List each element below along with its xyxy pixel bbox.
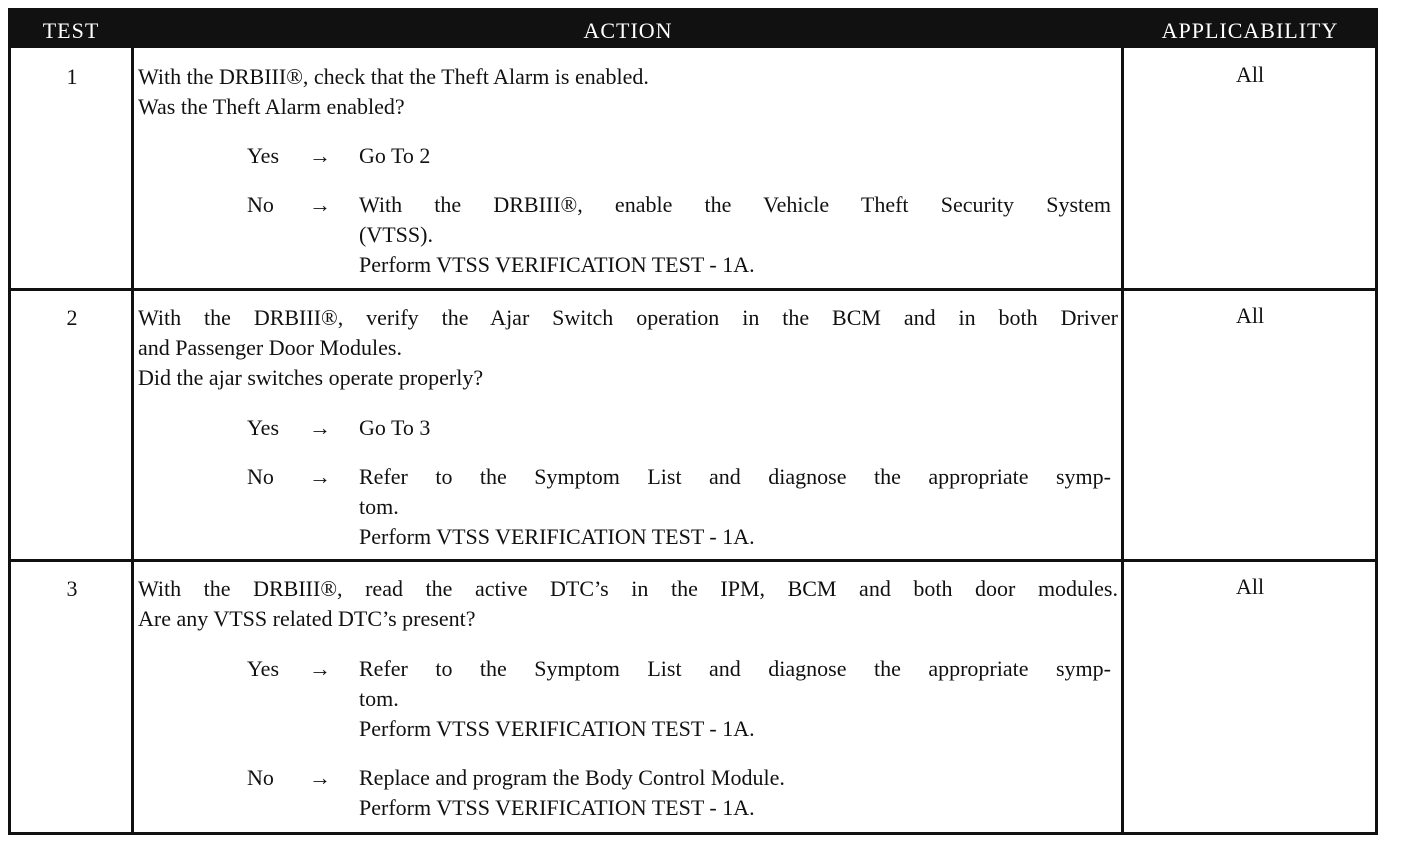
table-row [11,562,1375,832]
no-label: No [247,464,274,489]
applicability-value: All [1235,574,1265,599]
applicability-value: All [1235,303,1265,328]
arrow-icon: → [309,143,331,168]
yes-result [359,654,1111,744]
test-number: 3 [66,576,78,601]
yes-result [359,141,1111,171]
no-result [359,190,1111,280]
question-line: and Passenger Door Modules. [138,335,402,360]
applicability-value: All [1235,62,1265,87]
result-line: (VTSS). [359,222,433,247]
result-line: Replace and program the Body Control Module. [359,765,785,790]
arrow-icon: → [309,192,331,217]
no-result [359,462,1111,552]
result-line: With the DRBIII®, enable the Vehicle Theft Security System [359,192,1111,217]
result-line: Perform VTSS VERIFICATION TEST - 1A. [359,252,755,277]
header-test: TEST [42,18,100,43]
no-label: No [247,765,274,790]
test-number: 2 [66,305,78,330]
arrow-icon: → [309,765,331,790]
arrow-icon: → [309,464,331,489]
table-row [11,48,1375,288]
table-header [11,11,1375,48]
diagnostic-test-table [8,8,1378,835]
result-line: Perform VTSS VERIFICATION TEST - 1A. [359,716,755,741]
question-line: With the DRBIII®, check that the Theft Alarm is enabled. [138,64,649,89]
question-line: With the DRBIII®, verify the Ajar Switch operation in the BCM and in both Driver [138,305,1118,330]
question-line: Was the Theft Alarm enabled? [138,94,405,119]
result-line: Go To 3 [359,415,431,440]
result-line: Perform VTSS VERIFICATION TEST - 1A. [359,795,755,820]
header-applicability: APPLICABILITY [1161,18,1339,43]
yes-result [359,413,1111,443]
header-action: ACTION [583,18,673,43]
action-question [138,303,1118,393]
result-line: tom. [359,494,399,519]
result-line: Refer to the Symptom List and diagnose the appropriate symp- [359,656,1111,681]
action-question [138,62,1118,122]
result-line: Refer to the Symptom List and diagnose the appropriate symp- [359,464,1111,489]
no-label: No [247,192,274,217]
arrow-icon: → [309,656,331,681]
result-line: tom. [359,686,399,711]
question-line: Did the ajar switches operate properly? [138,365,484,390]
result-line: Perform VTSS VERIFICATION TEST - 1A. [359,524,755,549]
yes-label: Yes [247,656,280,681]
question-line: Are any VTSS related DTC’s present? [138,606,476,631]
yes-label: Yes [247,415,280,440]
action-question [138,574,1118,634]
result-line: Go To 2 [359,143,431,168]
question-line: With the DRBIII®, read the active DTC’s in the IPM, BCM and both door modules. [138,576,1118,601]
arrow-icon: → [309,415,331,440]
test-number: 1 [66,64,78,89]
yes-label: Yes [247,143,280,168]
table-row [11,291,1375,559]
no-result [359,763,1111,823]
